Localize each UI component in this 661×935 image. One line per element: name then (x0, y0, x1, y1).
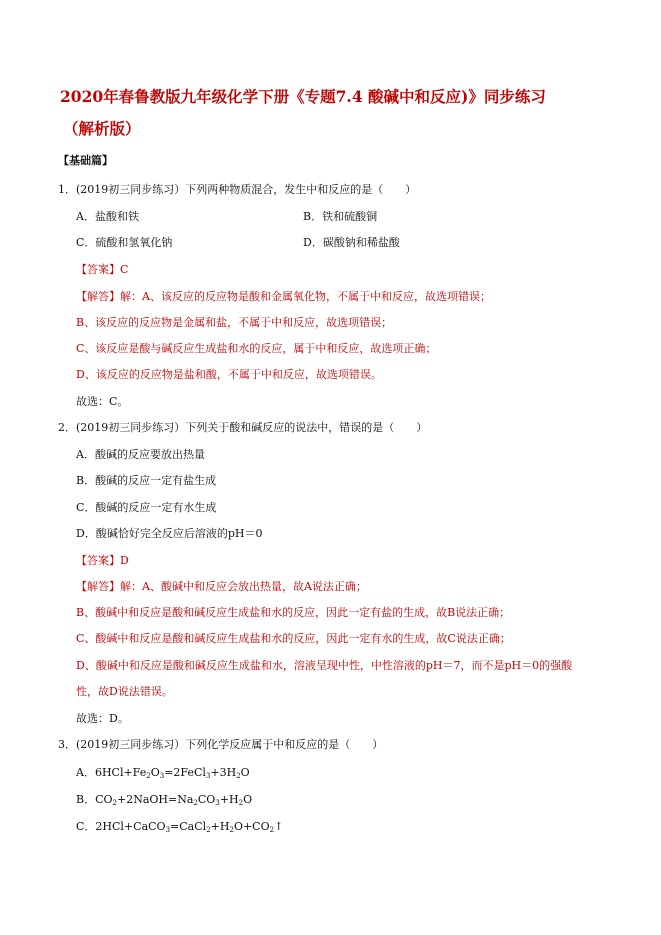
question-3-stem: 3．(2019初三同步练习）下列化学反应属于中和反应的是（ ） (58, 738, 384, 751)
question-1-explanation-3: C、该反应是酸与碱反应生成盐和水的反应，属于中和反应，故选项正确； (76, 342, 437, 355)
question-1-option-a: A．盐酸和铁 (76, 210, 139, 223)
question-3-option-c: C．$2HCl+CaCO_3=CaCl_2+H_2O+CO_2↑$ (76, 820, 284, 834)
question-1-explanation-4: D、该反应的反应物是盐和酸，不属于中和反应，故选项错误。 (76, 368, 382, 381)
question-3-option-a: A．$6HCl+Fe_2O_3=2FeCl_3+3H_2O$ (76, 766, 250, 780)
question-1-explanation-2: B、该反应的反应物是金属和盐，不属于中和反应，故选项错误； (76, 316, 393, 329)
question-1-explanation-1: 【解答】解：A、该反应的反应物是酸和金属氧化物，不属于中和反应，故选项错误； (76, 290, 491, 303)
question-2-choice: 故选：D。 (76, 712, 129, 725)
page-subtitle: （解析版） (63, 119, 141, 138)
question-1-choice: 故选：C。 (76, 395, 129, 408)
question-2-stem: 2．(2019初三同步练习）下列关于酸和碱反应的说法中，错误的是（ ） (58, 421, 428, 434)
question-2-option-a: A．酸碱的反应要放出热量 (76, 448, 205, 461)
question-2-explanation-3: C、酸碱中和反应是酸和碱反应生成盐和水的反应，因此一定有水的生成，故C说法正确； (76, 632, 511, 645)
section-heading: 【基础篇】 (58, 154, 113, 167)
question-2-answer: 【答案】D (76, 554, 129, 567)
question-1-option-b: B．铁和硫酸铜 (303, 210, 378, 223)
question-1-stem: 1．(2019初三同步练习）下列两种物质混合，发生中和反应的是（ ） (58, 183, 417, 196)
question-1-option-d: D．碳酸钠和稀盐酸 (303, 236, 400, 249)
question-1-answer: 【答案】C (76, 263, 129, 276)
page-title: 2020年春鲁教版九年级化学下册《专题7.4 酸碱中和反应)》同步练习 (60, 87, 546, 106)
question-2-option-b: B．酸碱的反应一定有盐生成 (76, 474, 217, 487)
question-2-option-d: D．酸碱恰好完全反应后溶液的pH＝0 (76, 527, 263, 540)
question-2-explanation-1: 【解答】解：A、酸碱中和反应会放出热量，故A说法正确； (76, 580, 367, 593)
question-2-option-c: C．酸碱的反应一定有水生成 (76, 501, 217, 514)
question-3-option-b: B．$CO_2+2NaOH=Na_2CO_3+H_2O$ (76, 793, 253, 807)
question-1-option-c: C．硫酸和氢氧化钠 (76, 236, 173, 249)
question-2-explanation-4-cont: 性，故D说法错误。 (76, 685, 173, 698)
question-2-explanation-2: B、酸碱中和反应是酸和碱反应生成盐和水的反应，因此一定有盐的生成，故B说法正确； (76, 606, 511, 619)
question-2-explanation-4: D、酸碱中和反应是酸和碱反应生成盐和水，溶液呈现中性，中性溶液的pH＝7，而不是pH＝0的强酸 (76, 659, 573, 672)
